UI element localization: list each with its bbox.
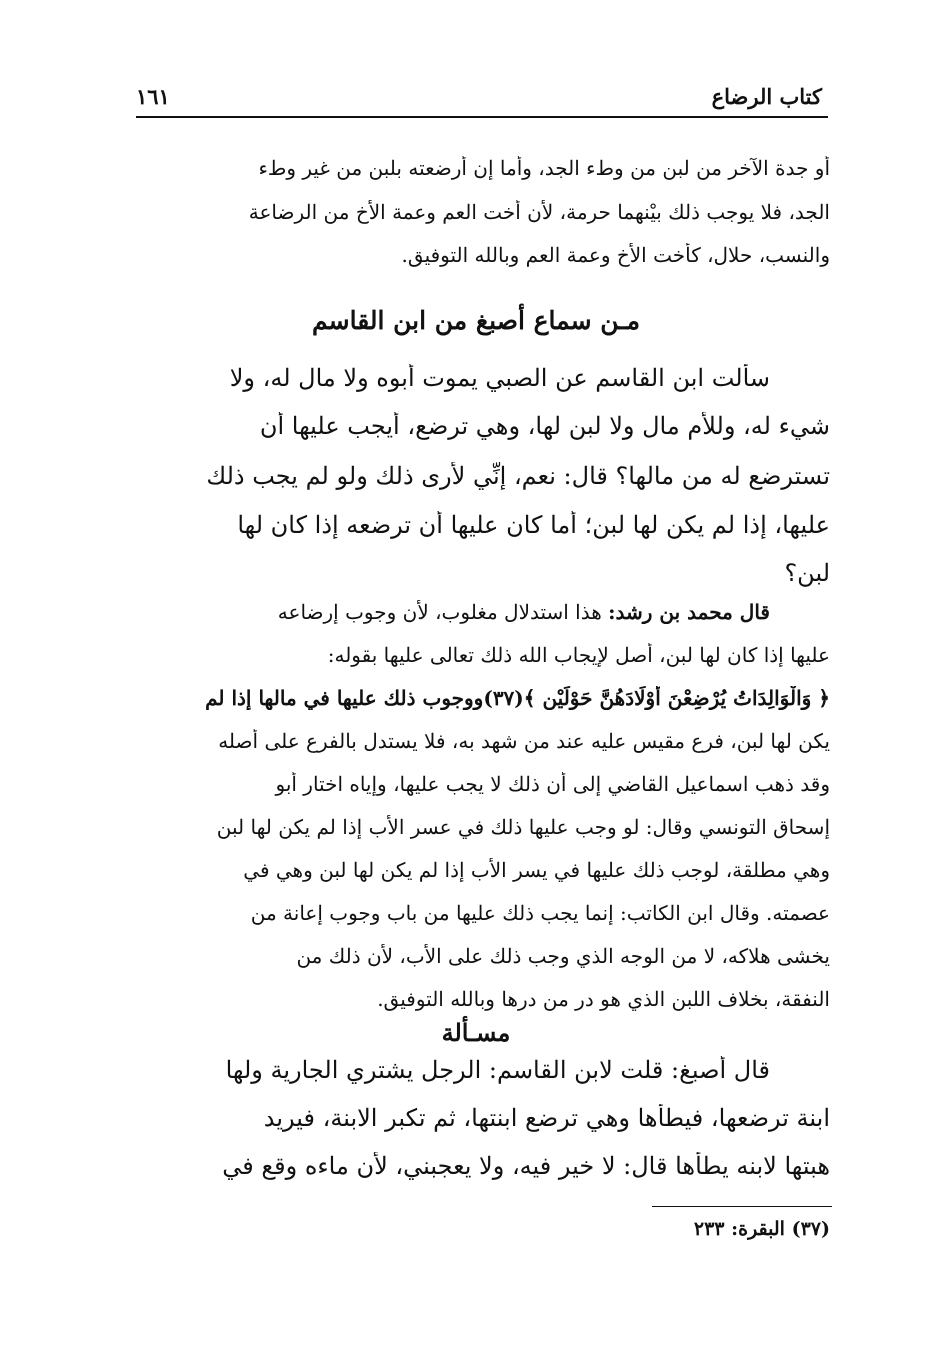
footnote: (٣٧) البقرة: ٢٣٣: [693, 1218, 830, 1240]
text-line: وقد ذهب اسماعيل القاضي إلى أن ذلك لا يجب عليها، وإياه اختار أبو: [275, 772, 830, 796]
text-line: عليها إذا كان لها لبن، أصل لإيجاب الله ذلك تعالى عليها بقوله:: [327, 643, 830, 667]
text-line: النفقة، بخلاف اللبن الذي هو در من درها وبالله التوفيق.: [377, 987, 830, 1011]
text-line: يخشى هلاكه، لا من الوجه الذي وجب ذلك على الأب، لأن ذلك من: [296, 944, 830, 968]
text-line: ابنة ترضعها، فيطأها وهي ترضع ابنتها، ثم تكبر الابنة، فيريد: [263, 1104, 830, 1132]
text-line: هبتها لابنه يطأها قال: لا خير فيه، ولا يعجبني، لأن ماءه وقع في: [222, 1152, 830, 1180]
text-line: الجد، فلا يوجب ذلك بيْنهما حرمة، لأن أخت العم وعمة الأخ من الرضاعة: [248, 200, 830, 224]
text-line: لبن؟: [784, 559, 830, 587]
footnote-rule: [652, 1206, 832, 1207]
text-line: شيء له، وللأم مال ولا لبن لها، وهي ترضع، أيجب عليها أن: [259, 412, 830, 440]
quran-verse-line: ﴿ وَالْوَالِدَاتُ يُرْضِعْنَ أَوْلَادَهُنَّ حَوْلَيْنِ ﴾(٣٧)ووجوب ذلك عليها في مالها إذا لم: [205, 686, 830, 710]
text-line: عليها، إذا لم يكن لها لبن؛ أما كان عليها أن ترضعه إذا كان لها: [237, 511, 830, 539]
commentary-label: قال محمد بن رشد:: [608, 600, 770, 624]
text-line: سألت ابن القاسم عن الصبي يموت أبوه ولا مال له، ولا: [229, 364, 770, 392]
text-line: أو جدة الآخر من لبن من وطء الجد، وأما إن أرضعته بلبن من غير وطء: [258, 156, 830, 180]
page-number: ١٦١: [136, 84, 170, 109]
text-line: تسترضع له من مالها؟ قال: نعم، إنِّي لأرى ذلك ولو لم يجب ذلك: [206, 462, 830, 490]
text-line: يكن لها لبن، فرع مقيس عليه عند من شهد به، فلا يستدل بالفرع على أصله: [218, 729, 830, 753]
text-line: [134, 600, 830, 624]
text-line: قال أصبغ: قلت لابن القاسم: الرجل يشتري الجارية ولها: [225, 1056, 770, 1084]
book-title: كتاب الرضاع: [711, 84, 822, 109]
section-heading: مـن سماع أصبغ من ابن القاسم: [312, 306, 640, 335]
header-rule: [136, 116, 828, 118]
text-line: وهي مطلقة، لوجب ذلك عليها في يسر الأب إذا لم يكن لها لبن وهي في: [243, 858, 830, 882]
issue-heading: مسـألة: [441, 1018, 511, 1047]
text-line: عصمته. وقال ابن الكاتب: إنما يجب ذلك عليها من باب وجوب إعانة من: [250, 901, 830, 925]
commentary-text: هذا استدلال مغلوب، لأن وجوب إرضاعه: [277, 600, 602, 624]
running-header: [136, 82, 822, 116]
text-line: إسحاق التونسي وقال: لو وجب عليها ذلك في عسر الأب إذا لم يكن لها لبن: [216, 815, 830, 839]
text-line: والنسب، حلال، كأخت الأخ وعمة العم وبالله التوفيق.: [401, 243, 830, 267]
